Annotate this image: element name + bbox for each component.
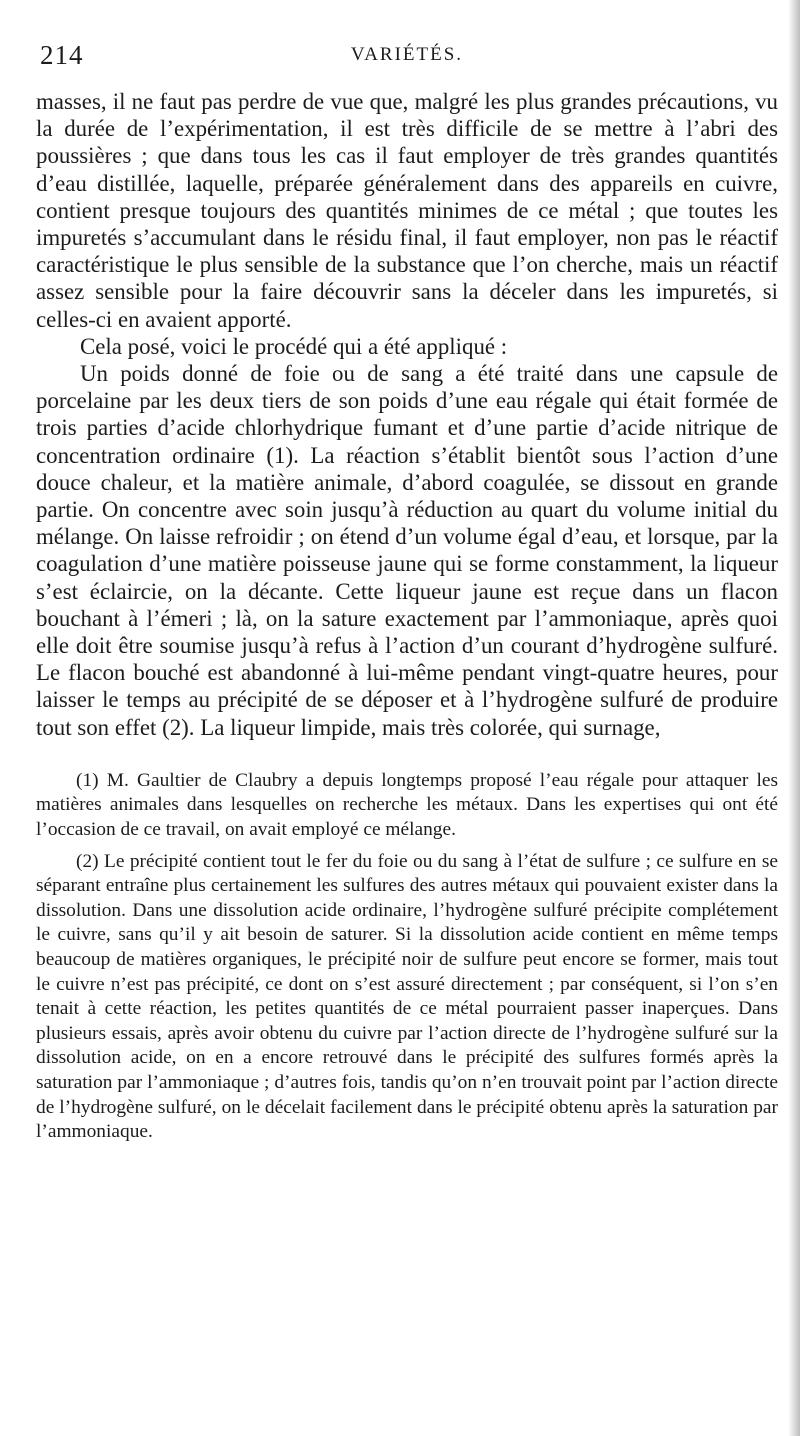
page-header [36,36,778,78]
paragraph-continued: masses, il ne faut pas perdre de vue que, malgré les plus grandes précautions, vu la durée de l’expérimentation, il est très difficile de se mettre à l’abri des poussières ; que dans tous les cas il faut employer de très grandes quantités d’eau distillée, laquelle, préparée généralement dans des appareils en cuivre, contient presque toujours des quantités minimes de ce métal ; que toutes les impuretés s’accumulant dans le résidu final, il faut employer, non pas le réactif caractéristique le plus sensible de la substance que l’on cherche, mais un réactif assez sensible pour la faire découvrir sans la déceler dans les impuretés, si celles-ci en avaient apporté. [36,89,778,332]
paragraph-cela-pose: Cela posé, voici le procédé qui a été appliqué : [80,333,508,359]
page-edge-shadow [788,0,800,1436]
footnote-2: (2) Le précipité contient tout le fer du foie ou du sang à l’état de sulfure ; ce sulfure en se séparant entraîne plus certainement les sulfures des autres métaux qui pouvaient exister dans la dissolution. Dans une dissolution acide ordinaire, l’hydrogène sulfuré précipite complétement le cuivre, sans qu’il y ait besoin de saturer. Si la dissolution acide contient en même temps beaucoup de matières organiques, le précipité noir de sulfure peut encore se former, mais tout le cuivre n’est pas précipité, ce dont on s’est assuré directement ; par conséquent, si l’on s’en tenait à cette réaction, les petites quantités de ce métal pourraient passer inaperçues. Dans plusieurs essais, après avoir obtenu du cuivre par l’action directe de l’hydrogène sulfuré sur la dissolution acide, on en a encore retrouvé dans le précipité des sulfures formés après la saturation par l’ammoniaque ; d’autres fois, tandis qu’on n’en trouvait point par l’action directe de l’hydrogène sulfuré, on le décelait facilement dans le précipité obtenu après la saturation par l’ammoniaque. [36,850,778,1143]
paragraph-procedure: Un poids donné de foie ou de sang a été traité dans une capsule de porcelaine par les deux tiers de son poids d’une eau régale qui était formée de trois parties d’acide chlorhydrique fumant et d’une partie d’acide nitrique de concentration ordinaire (1). La réaction s’établit bientôt sous l’action d’une douce chaleur, et la matière animale, d’abord coagulée, se dissout en grande partie. On concentre avec soin jusqu’à réduction au quart du volume initial du mélange. On laisse refroidir ; on étend d’un volume égal d’eau, et lorsque, par la coagulation d’une matière poisseuse jaune qui se forme constamment, la liqueur s’est éclaircie, on la décante. Cette liqueur jaune est reçue dans un flacon bouchant à l’émeri ; là, on la sature exactement par l’ammoniaque, après quoi elle doit être soumise jusqu’à refus à l’action d’un courant d’hydrogène sulfuré. Le flacon bouché est abandonné à lui-même pendant vingt-quatre heures, pour laisser le temps au précipité de se déposer et à l’hydrogène sulfuré de produire tout son effet (2). La liqueur limpide, mais très colorée, qui surnage, [36,361,778,740]
running-title: VARIÉTÉS. [350,44,464,65]
main-text [36,88,778,741]
page-number: 214 [40,40,84,70]
footnotes [36,769,778,1145]
footnote-1: (1) M. Gaultier de Claubry a depuis longtemps proposé l’eau régale pour attaquer les matières animales dans lesquelles on recherche les métaux. Dans les expertises qui ont été l’occasion de ce travail, on avait employé ce mélange. [36,769,778,841]
